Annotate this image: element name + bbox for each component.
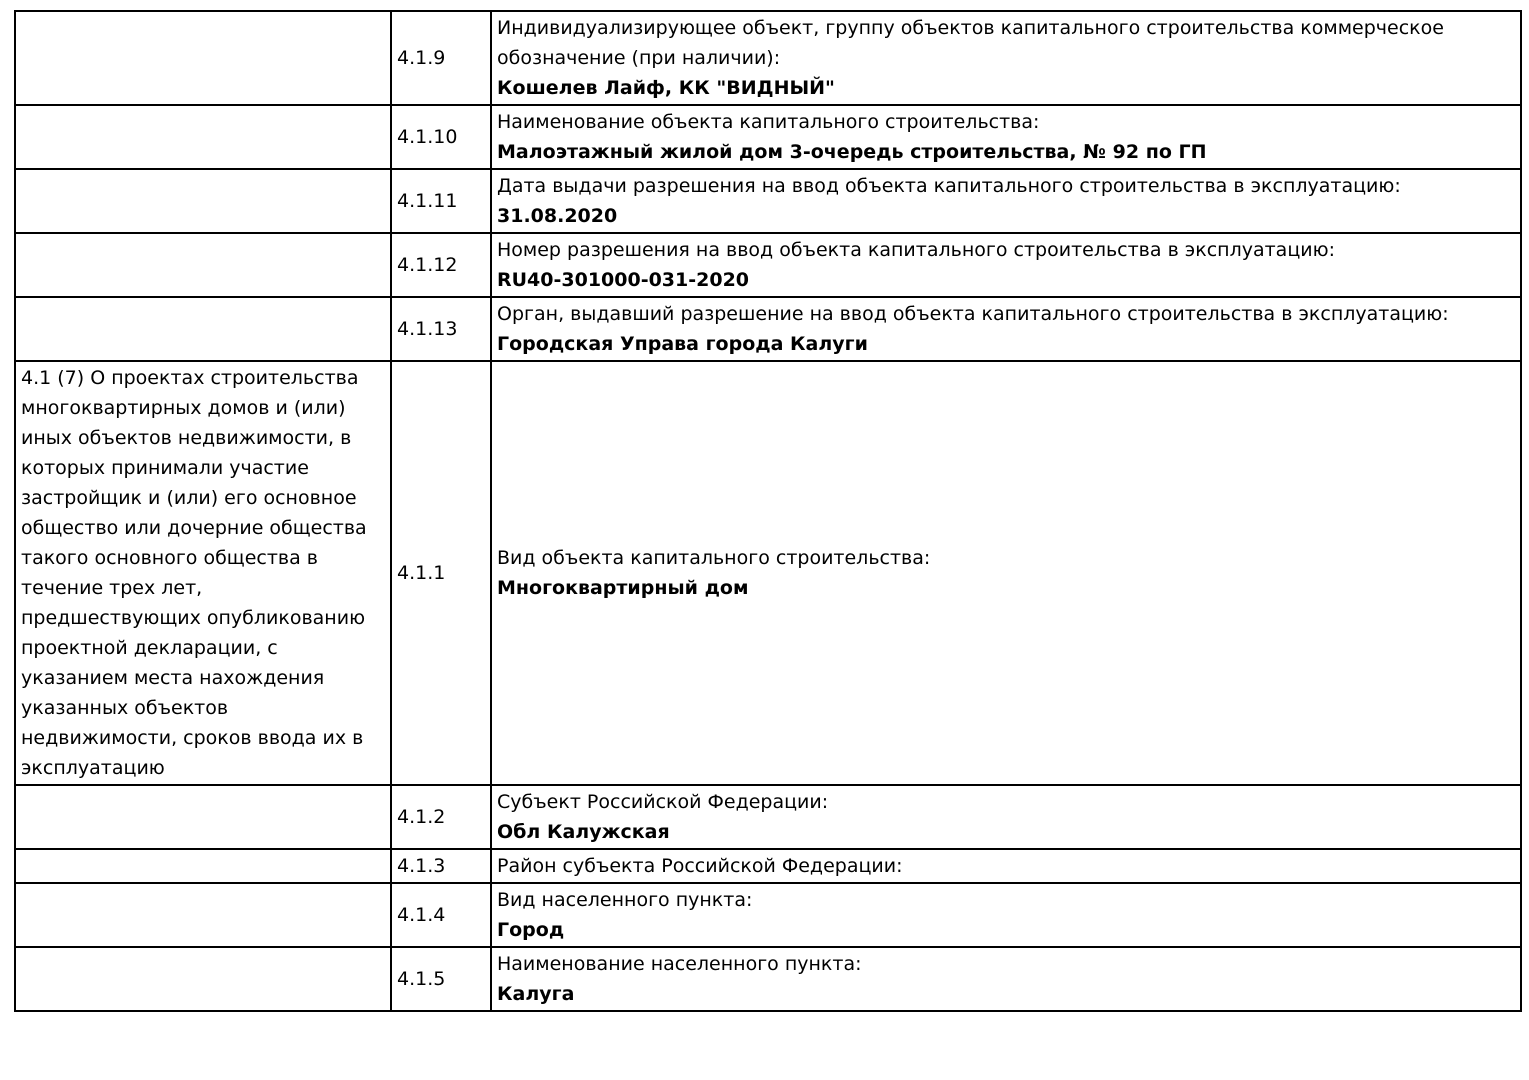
- field-label: Дата выдачи разрешения на ввод объекта капитального строительства в эксплуатацию:: [497, 175, 1401, 197]
- row-number: 4.1.3: [391, 849, 491, 883]
- row-number: 4.1.13: [391, 297, 491, 361]
- field-value: Калуга: [497, 983, 575, 1005]
- table-row: [15, 297, 1521, 361]
- row-number: 4.1.10: [391, 105, 491, 169]
- field-value: 31.08.2020: [497, 205, 618, 227]
- field-label: Номер разрешения на ввод объекта капитального строительства в эксплуатацию:: [497, 239, 1335, 261]
- declaration-table: [14, 10, 1522, 1012]
- row-content: [491, 947, 1521, 1011]
- field-label: Орган, выдавший разрешение на ввод объекта капитального строительства в эксплуатацию:: [497, 303, 1449, 325]
- row-number: 4.1.5: [391, 947, 491, 1011]
- field-label: Субъект Российской Федерации:: [497, 791, 829, 813]
- row-content: [491, 883, 1521, 947]
- field-value: Малоэтажный жилой дом 3-очередь строительства, № 92 по ГП: [497, 141, 1207, 163]
- row-content: [491, 361, 1521, 785]
- row-number: 4.1.9: [391, 11, 491, 105]
- table-row: [15, 849, 1521, 883]
- field-label: Индивидуализирующее объект, группу объектов капитального строительства коммерческое обозначение (при наличии):: [497, 17, 1444, 69]
- row-number: 4.1.11: [391, 169, 491, 233]
- field-value: Город: [497, 919, 565, 941]
- table-row: [15, 233, 1521, 297]
- table-row: [15, 105, 1521, 169]
- field-value: Многоквартирный дом: [497, 577, 749, 599]
- table-row: [15, 883, 1521, 947]
- section-description: [15, 105, 391, 169]
- field-value: Обл Калужская: [497, 821, 670, 843]
- row-content: [491, 105, 1521, 169]
- section-description: 4.1 (7) О проектах строительства многоквартирных домов и (или) иных объектов недвижимости, в которых принимали участие застройщик и (или) его основное общество или дочерние общества такого основного общества в течение трех лет, предшествующих опубликованию проектной декларации, с указанием места нахождения указанных объектов недвижимости, сроков ввода их в эксплуатацию: [15, 361, 391, 785]
- field-value: Кошелев Лайф, КК "ВИДНЫЙ": [497, 77, 835, 99]
- section-description: [15, 947, 391, 1011]
- field-value: Городская Управа города Калуги: [497, 333, 868, 355]
- row-content: [491, 849, 1521, 883]
- table-row: [15, 11, 1521, 105]
- row-content: [491, 11, 1521, 105]
- row-number: 4.1.2: [391, 785, 491, 849]
- table-row: [15, 947, 1521, 1011]
- row-content: [491, 785, 1521, 849]
- table-row: [15, 361, 1521, 785]
- row-number: 4.1.12: [391, 233, 491, 297]
- field-label: Вид объекта капитального строительства:: [497, 547, 931, 569]
- section-description: [15, 883, 391, 947]
- field-label: Вид населенного пункта:: [497, 889, 753, 911]
- table-row: [15, 169, 1521, 233]
- field-label: Район субъекта Российской Федерации:: [497, 855, 903, 877]
- row-number: 4.1.4: [391, 883, 491, 947]
- field-value: RU40-301000-031-2020: [497, 269, 750, 291]
- section-description: [15, 849, 391, 883]
- section-description: [15, 233, 391, 297]
- row-content: [491, 233, 1521, 297]
- field-label: Наименование населенного пункта:: [497, 953, 862, 975]
- section-description: [15, 785, 391, 849]
- section-description: [15, 297, 391, 361]
- row-content: [491, 297, 1521, 361]
- table-row: [15, 785, 1521, 849]
- row-number: 4.1.1: [391, 361, 491, 785]
- section-description: [15, 11, 391, 105]
- row-content: [491, 169, 1521, 233]
- field-label: Наименование объекта капитального строительства:: [497, 111, 1040, 133]
- section-description: [15, 169, 391, 233]
